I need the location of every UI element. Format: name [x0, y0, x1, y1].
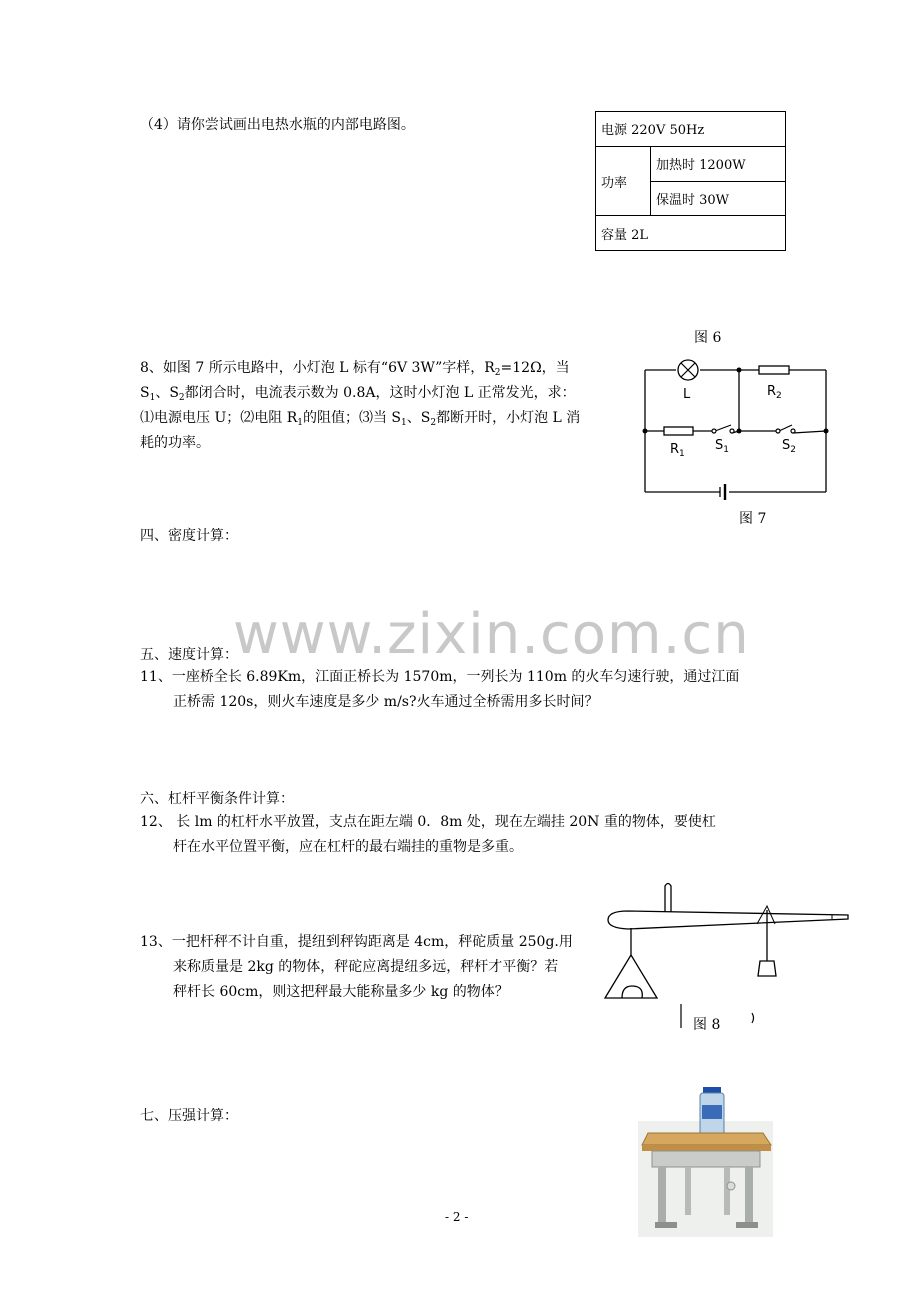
switch-s2-icon — [776, 425, 795, 433]
desk-with-bottle-image — [638, 1083, 773, 1237]
spec-power-source: 电源 220V 50Hz — [596, 112, 786, 147]
q12-text: 12、 长 lm 的杠杆水平放置，支点在距左端 0．8m 处，现在左端挂 20N 重的物体，要使杠 杆在水平位置平衡，应在杠杆的最右端挂的重物是多重。 — [140, 814, 716, 855]
bottle-icon — [700, 1087, 724, 1135]
page-number: - 2 - — [445, 1210, 469, 1224]
spec-table — [595, 111, 786, 251]
watermark: www.zixin.com.cn — [233, 602, 750, 667]
spec-power-label: 功率 — [596, 146, 651, 216]
resistor-r1-icon — [664, 427, 693, 435]
section-4-heading: 四、密度计算： — [140, 528, 238, 544]
fig8-caption: 图 8 — [693, 1017, 721, 1033]
resistor-r2-icon — [759, 366, 789, 374]
lamp-icon — [678, 360, 698, 380]
switch-s1-icon — [712, 425, 734, 433]
label-l: L — [683, 387, 691, 402]
q4-text: （4）请你尝试画出电热水瓶的内部电路图。 — [140, 117, 415, 133]
junction-dots — [643, 368, 829, 434]
spec-keep-warm: 保温时 30W — [651, 181, 786, 216]
battery-icon — [720, 484, 725, 500]
q13-text: 13、一把杆秤不计自重，提纽到秤钩距离是 4cm，秤砣质量 250g.用 来称质量是 2kg 的物体，秤砣应离提纽多远，秤杆才平衡？若 秤杆长 60cm，则这把秤最大能称量多少 kg 的物体？ — [140, 934, 573, 1000]
section-5-heading: 五、速度计算： — [140, 647, 238, 663]
fig6-caption: 图 6 — [694, 330, 722, 346]
label-s1: $S_1$ — [715, 438, 729, 455]
section-6-heading: 六、杠杆平衡条件计算： — [140, 791, 294, 807]
label-r1: $R_1$ — [670, 442, 685, 459]
spec-heating: 加热时 1200W — [651, 146, 786, 181]
q11-text: 11、一座桥全长 6.89Km，江面正桥长为 1570m，一列长为 110m 的火车匀速行驶，通过江面 正桥需 120s，则火车速度是多少 m/s?火车通过全桥需用多长时间？ — [140, 669, 740, 710]
spec-capacity: 容量 2L — [596, 216, 786, 251]
q8-text: 8、如图 7 所示电路中，小灯泡 L 标有“6V 3W”字样，$R_2=12\Omega$，当 $S_1$、$S_2$都闭合时，电流表示数为 0.8A，这时小灯泡 L 正常发光，求： ⑴电源电压 U；⑵电阻 $R_1$的阻值；⑶当 $S_1$、$S_2$都断开时，小灯泡 L 消 耗的功率。 — [140, 360, 581, 451]
label-r2: $R_2$ — [767, 384, 782, 401]
label-s2: $S_2$ — [782, 438, 796, 455]
fig8-steelyard-diagram — [600, 878, 855, 1028]
fig7-caption: 图 7 — [739, 511, 767, 527]
fig7-circuit-diagram — [636, 355, 836, 500]
section-7-heading: 七、压强计算： — [140, 1108, 238, 1124]
